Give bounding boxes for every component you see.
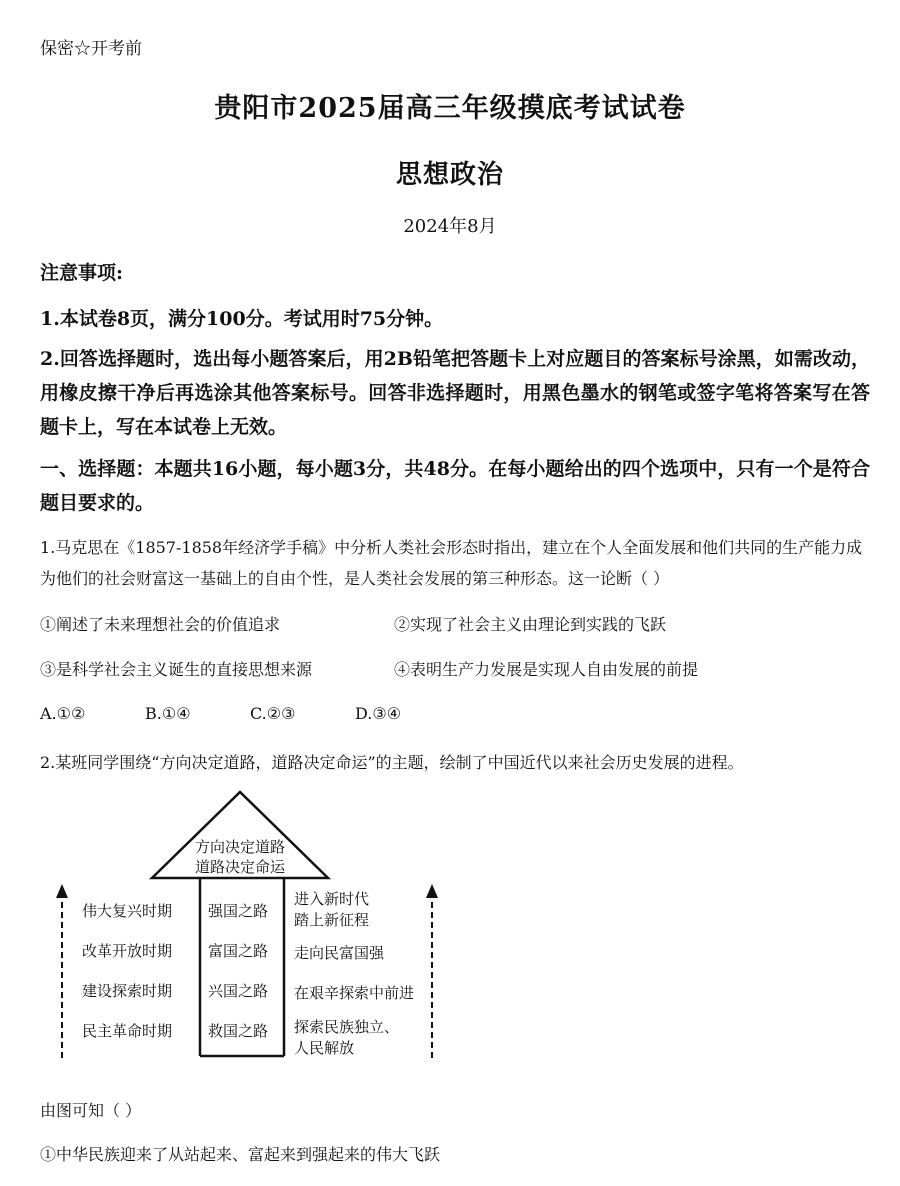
period-label: 民主革命时期: [82, 1022, 173, 1040]
roof-line-2: 道路决定命运: [194, 858, 285, 876]
result-label: 走向民富国强: [294, 944, 385, 962]
question-1-stem: 1.马克思在《1857-1858年经济学手稿》中分析人类社会形态时指出，建立在个人全面发展和他们共同的生产能力成为他们的社会财富这一基础上的自由个性，是人类社会发展的第三种形态。这一论断（ ）: [40, 538, 863, 588]
notice-heading: 注意事项:: [40, 262, 124, 284]
result-label: 探索民族独立、: [294, 1018, 400, 1036]
result-label: 进入新时代: [294, 890, 370, 908]
period-label: 伟大复兴时期: [82, 902, 173, 920]
subject-title: 思想政治: [395, 160, 504, 190]
section-heading: 一、选择题：本题共16小题，每小题3分，共48分。在每小题给出的四个选项中，只有一个是符合题目要求的。: [40, 458, 870, 514]
notice-item-2: 2.回答选择题时，选出每小题答案后，用2B铅笔把答题卡上对应题目的答案标号涂黑，如需改动，用橡皮擦干净后再选涂其他答案标号。回答非选择题时，用黑色墨水的钢笔或签字笔将答案写在答题卡上，写在本试卷上无效。: [40, 348, 870, 438]
result-label: 踏上新征程: [294, 911, 370, 929]
result-label: 在艰辛探索中前进: [294, 984, 415, 1002]
road-label: 救国之路: [208, 1022, 269, 1040]
period-label: 改革开放时期: [82, 942, 173, 960]
q1-option-2: ②实现了社会主义由理论到实践的飞跃: [394, 615, 667, 634]
exam-title: 贵阳市2025届高三年级摸底考试试卷: [214, 93, 686, 124]
q1-choice-b: B.①④: [145, 704, 191, 723]
road-label: 富国之路: [208, 942, 269, 960]
notice-item-1: 1.本试卷8页，满分100分。考试用时75分钟。: [40, 308, 444, 330]
q1-option-1: ①阐述了未来理想社会的价值追求: [40, 615, 281, 634]
exam-date: 2024年8月: [403, 216, 497, 237]
q1-choice-d: D.③④: [355, 704, 402, 723]
q1-option-4: ④表明生产力发展是实现人自由发展的前提: [394, 660, 699, 679]
road-label: 兴国之路: [208, 982, 269, 1000]
question-2-prompt: 由图可知（ ）: [40, 1101, 142, 1120]
confidential-label: 保密☆开考前: [40, 39, 142, 59]
road-label: 强国之路: [208, 902, 269, 920]
result-label: 人民解放: [294, 1039, 355, 1057]
roof-line-1: 方向决定道路: [194, 838, 285, 856]
q1-choice-a: A.①②: [40, 704, 86, 723]
q2-option-1: ①中华民族迎来了从站起来、富起来到强起来的伟大飞跃: [40, 1145, 441, 1164]
q1-choice-c: C.②③: [250, 704, 296, 723]
period-label: 建设探索时期: [82, 982, 173, 1000]
history-road-diagram: [52, 790, 452, 1070]
q1-option-3: ③是科学社会主义诞生的直接思想来源: [40, 660, 313, 679]
question-2-stem: 2.某班同学围绕“方向决定道路，道路决定命运”的主题，绘制了中国近代以来社会历史发展的进程。: [40, 753, 744, 772]
